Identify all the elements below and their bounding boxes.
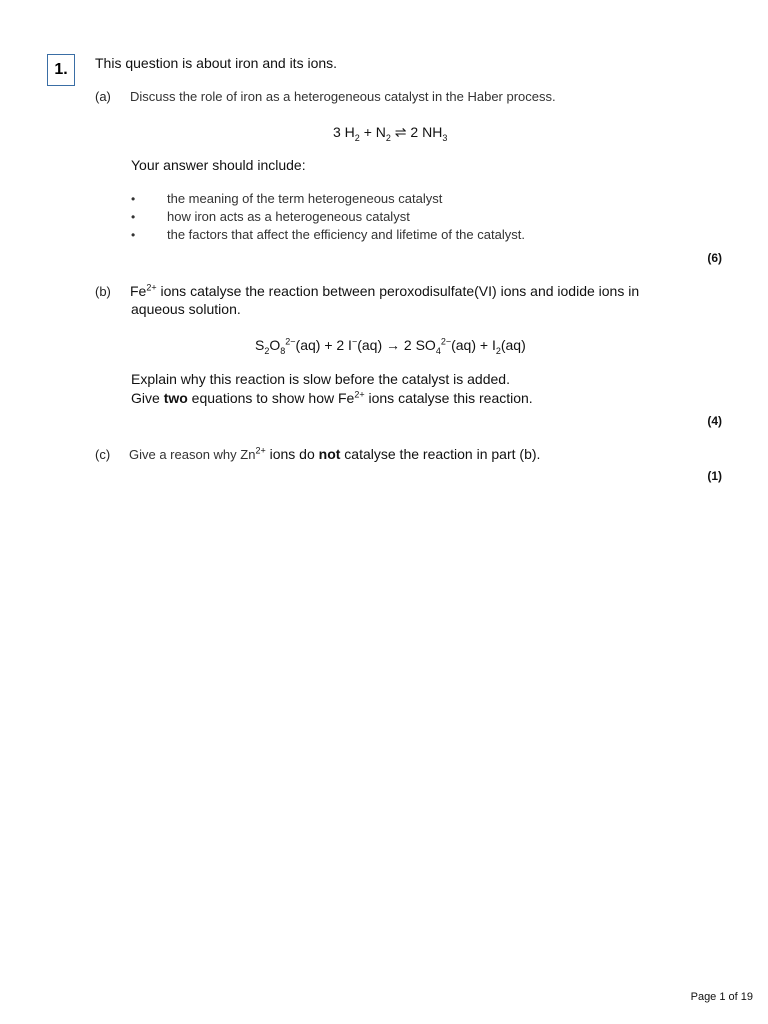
part-c-marks: (1) xyxy=(707,469,722,483)
eq-sub: 2 xyxy=(264,345,270,356)
eq-sup: 2− xyxy=(440,336,452,347)
part-a-marks: (6) xyxy=(707,251,722,265)
bullet-item: how iron acts as a heterogeneous catalyst xyxy=(167,209,410,224)
question-number: 1. xyxy=(54,61,68,78)
eq-part: S xyxy=(255,337,265,353)
haber-eq-sub: 3 xyxy=(442,132,448,143)
give-text: equations to show how Fe xyxy=(187,390,355,406)
give-text: ions catalyse this reaction. xyxy=(364,390,533,406)
part-a-label: (a) xyxy=(95,89,111,104)
part-b-marks: (4) xyxy=(707,414,722,428)
fe-symbol: Fe xyxy=(130,283,147,299)
haber-eq-sub: 2 xyxy=(385,132,391,143)
eq-part: (aq) + 2 I xyxy=(295,337,352,353)
part-c-text: ions do xyxy=(265,446,319,462)
eq-sub: 4 xyxy=(435,345,441,356)
bullet-marker: • xyxy=(131,192,136,206)
persulfate-equation xyxy=(255,336,526,356)
eq-sup: − xyxy=(351,336,358,347)
part-b-question-line2: aqueous solution. xyxy=(131,301,241,317)
bullet-item: the factors that affect the efficiency and lifetime of the catalyst. xyxy=(167,227,525,242)
part-b-give xyxy=(131,390,533,406)
answer-include-text: Your answer should include: xyxy=(131,157,306,173)
question-number-box xyxy=(47,54,75,86)
haber-eq-sub: 2 xyxy=(354,132,360,143)
haber-eq-part: ⇌ 2 NH xyxy=(390,124,443,140)
bullet-marker: • xyxy=(131,210,136,224)
part-c-text: Give a reason why Zn xyxy=(129,447,256,462)
give-bold: two xyxy=(163,390,188,406)
part-c-question xyxy=(129,446,540,462)
bullet-item: the meaning of the term heterogeneous catalyst xyxy=(167,191,443,206)
part-b-text: ions catalyse the reaction between peroxodisulfate(VI) ions and iodide ions in xyxy=(156,283,640,299)
part-c-text: catalyse the reaction in part (b). xyxy=(340,446,541,462)
haber-eq-part: + N xyxy=(359,124,386,140)
part-c-label: (c) xyxy=(95,447,111,462)
haber-equation xyxy=(333,124,447,141)
eq-part: (aq) → 2 SO xyxy=(357,337,436,353)
give-text: Give xyxy=(131,390,164,406)
eq-part: (aq) + I xyxy=(451,337,496,353)
zn-charge: 2+ xyxy=(255,445,266,456)
fe-charge: 2+ xyxy=(146,282,157,293)
bullet-marker: • xyxy=(131,228,136,242)
eq-part: O xyxy=(269,337,281,353)
part-c-bold: not xyxy=(318,446,341,462)
eq-sub: 2 xyxy=(495,345,501,356)
page-number: Page 1 of 19 xyxy=(690,991,753,1003)
eq-part: (aq) xyxy=(500,337,526,353)
fe-charge: 2+ xyxy=(354,389,365,400)
part-b-label: (b) xyxy=(95,284,111,299)
part-a-question: Discuss the role of iron as a heterogeneous catalyst in the Haber process. xyxy=(130,89,556,104)
part-b-question-line1 xyxy=(130,283,639,299)
part-b-explain: Explain why this reaction is slow before the catalyst is added. xyxy=(131,371,510,387)
haber-eq-part: 3 H xyxy=(333,124,355,140)
question-intro: This question is about iron and its ions. xyxy=(95,55,338,71)
eq-sup: 2− xyxy=(285,336,296,347)
eq-sub: 8 xyxy=(280,345,286,356)
